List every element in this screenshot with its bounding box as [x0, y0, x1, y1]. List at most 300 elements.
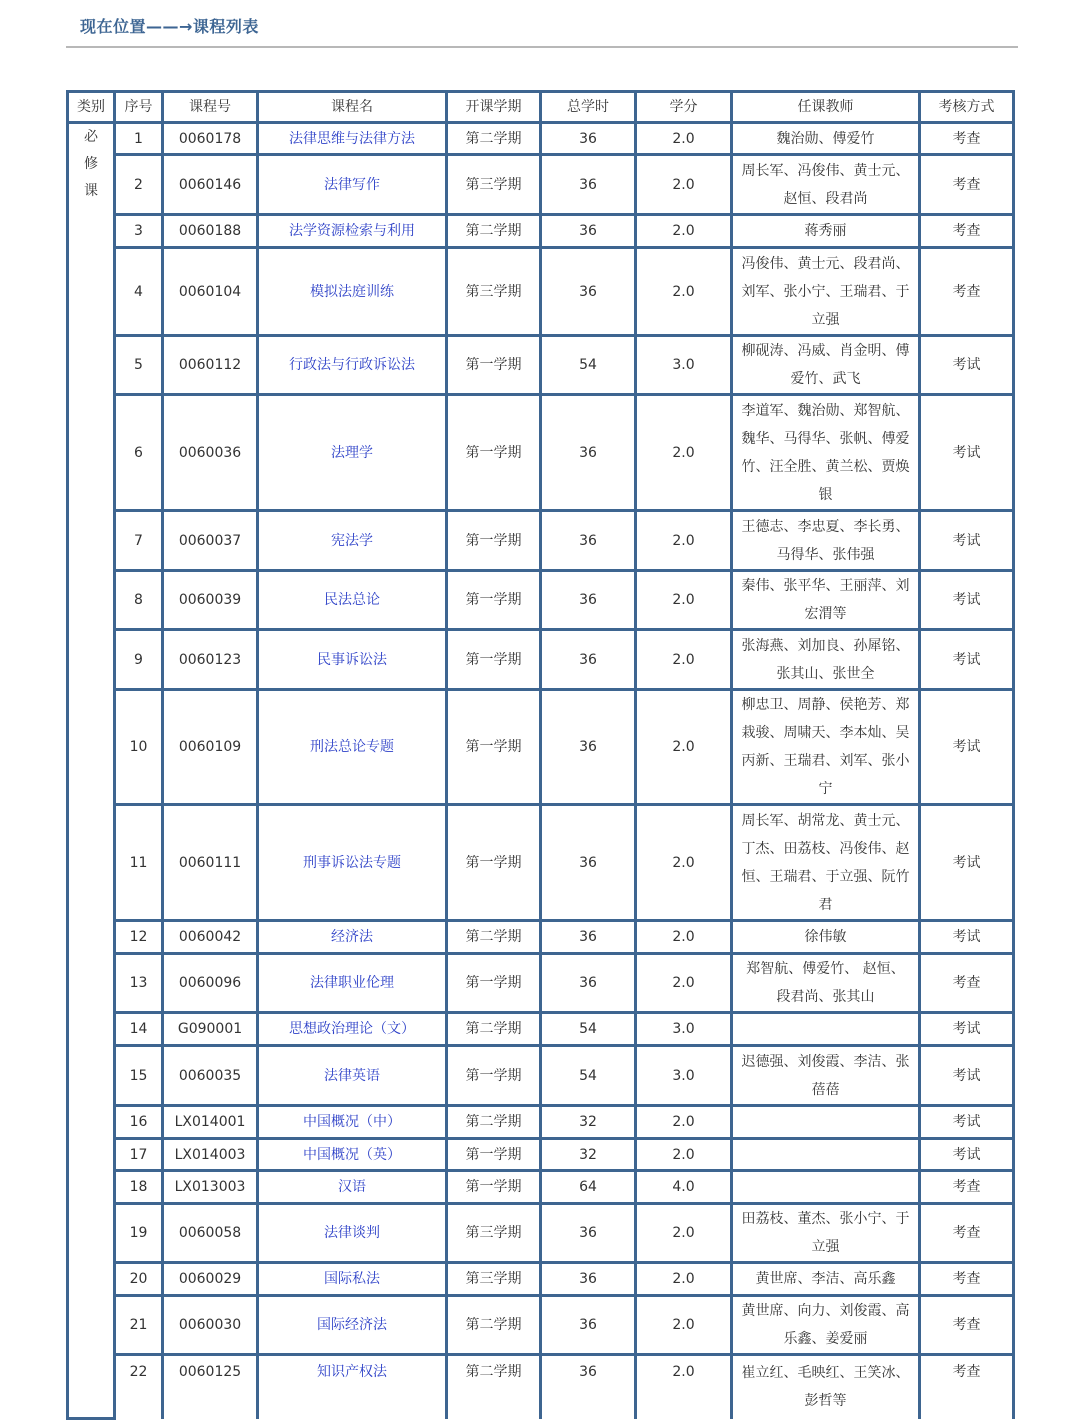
credits-cell: [636, 1355, 732, 1419]
course-name-link[interactable]: 汉语: [338, 1179, 366, 1195]
course-code: 0060109: [178, 739, 242, 755]
credits-cell: [636, 155, 732, 215]
course-name-link[interactable]: 中国概况（中）: [303, 1114, 401, 1130]
course-name-cell: [258, 1013, 447, 1046]
row-number-cell: [115, 921, 163, 954]
course-code-cell: [163, 155, 258, 215]
credits: 3.0: [672, 1021, 695, 1037]
assessment: 考试: [952, 1067, 981, 1084]
term: 第一学期: [465, 651, 522, 668]
teachers-cell: [732, 395, 920, 511]
course-table: [66, 90, 1015, 1420]
course-code: 0060096: [178, 975, 242, 991]
assessment-cell: [920, 1046, 1014, 1106]
credits: 2.0: [672, 854, 695, 871]
total-hours-cell: [541, 630, 636, 690]
total-hours: 36: [579, 444, 597, 461]
assessment-cell: [920, 1204, 1014, 1263]
row-number: 10: [129, 739, 148, 755]
total-hours-cell: [541, 395, 636, 511]
table-row: [68, 1263, 1014, 1296]
assessment: 考查: [952, 1364, 981, 1380]
course-code-cell: [163, 123, 258, 155]
total-hours-cell: [541, 921, 636, 954]
credits-cell: [636, 1296, 732, 1355]
row-number: 11: [129, 854, 148, 871]
total-hours: 36: [579, 975, 597, 991]
teachers-cell: [732, 1106, 920, 1139]
course-name-cell: [258, 248, 447, 336]
row-number: 13: [129, 975, 148, 991]
row-number-cell: [115, 1171, 163, 1204]
assessment-cell: [920, 248, 1014, 336]
total-hours: 36: [579, 532, 597, 549]
course-code-cell: [163, 1046, 258, 1106]
assessment: 考试: [952, 651, 981, 668]
credits-cell: [636, 511, 732, 571]
course-code: 0060125: [178, 1364, 242, 1380]
row-number-cell: [115, 805, 163, 921]
assessment: 考试: [952, 929, 981, 945]
total-hours: 54: [579, 1021, 597, 1037]
course-name-link[interactable]: 民法总论: [324, 592, 380, 608]
total-hours: 36: [579, 223, 597, 239]
table-row: [68, 1171, 1014, 1204]
course-name-link[interactable]: 中国概况（英）: [303, 1146, 401, 1163]
course-code: 0060058: [178, 1225, 242, 1241]
course-name-link[interactable]: 刑事诉讼法专题: [303, 854, 401, 871]
course-name-cell: [258, 571, 447, 630]
course-name-link[interactable]: 法律写作: [324, 176, 380, 193]
course-name-link[interactable]: 法律谈判: [324, 1225, 380, 1241]
teachers: 魏治勋、傅爱竹: [776, 130, 875, 147]
course-name-cell: [258, 954, 447, 1013]
course-code: 0060036: [178, 444, 242, 461]
assessment: 考试: [952, 1021, 981, 1037]
credits: 4.0: [672, 1179, 695, 1195]
teachers: 迟德强、刘俊霞、李洁、张蓓蓓: [741, 1053, 910, 1098]
table-row: [68, 123, 1014, 155]
teachers-cell: [732, 511, 920, 571]
table-row: [68, 155, 1014, 215]
teachers-cell: [732, 921, 920, 954]
teachers-cell: [732, 690, 920, 805]
credits: 2.0: [672, 975, 695, 991]
row-number: 9: [134, 651, 143, 668]
total-hours: 36: [579, 283, 597, 300]
assessment: 考试: [952, 357, 981, 373]
term-cell: [447, 921, 541, 954]
term-cell: [447, 155, 541, 215]
term-cell: [447, 215, 541, 248]
total-hours: 36: [579, 739, 597, 755]
term: 第二学期: [465, 1114, 522, 1130]
course-name-link[interactable]: 经济法: [331, 929, 373, 945]
row-number: 6: [134, 444, 143, 461]
term-cell: [447, 123, 541, 155]
term: 第一学期: [465, 532, 522, 549]
course-code-cell: [163, 215, 258, 248]
table-row: [68, 921, 1014, 954]
assessment-cell: [920, 921, 1014, 954]
credits: 2.0: [672, 739, 695, 755]
assessment: 考试: [952, 592, 981, 608]
total-hours: 54: [579, 357, 597, 373]
table-row: [68, 1204, 1014, 1263]
term: 第三学期: [465, 176, 522, 193]
teachers: 张海燕、刘加良、孙犀铭、张其山、张世全: [741, 637, 910, 682]
course-code-cell: [163, 1263, 258, 1296]
term-cell: [447, 1171, 541, 1204]
total-hours-cell: [541, 1204, 636, 1263]
teachers: 秦伟、张平华、王丽萍、刘宏渭等: [741, 578, 910, 622]
teachers-cell: [732, 215, 920, 248]
row-number-cell: [115, 954, 163, 1013]
assessment: 考试: [952, 444, 981, 461]
table-row: [68, 1139, 1014, 1171]
term-cell: [447, 1204, 541, 1263]
table-row: [68, 1013, 1014, 1046]
total-hours: 36: [579, 1317, 597, 1333]
assessment-cell: [920, 1263, 1014, 1296]
table-row: [68, 1355, 1014, 1419]
credits: 2.0: [672, 283, 695, 300]
row-number: 17: [129, 1146, 148, 1163]
term-cell: [447, 805, 541, 921]
course-code: 0060029: [178, 1271, 242, 1287]
total-hours: 36: [579, 854, 597, 871]
course-name-link[interactable]: 法理学: [331, 444, 373, 461]
course-name-link[interactable]: 国际私法: [324, 1271, 380, 1287]
course-code-cell: [163, 511, 258, 571]
row-number: 3: [134, 223, 143, 239]
course-name-link[interactable]: 模拟法庭训练: [310, 283, 394, 300]
course-name-cell: [258, 123, 447, 155]
course-name-cell: [258, 395, 447, 511]
teachers-cell: [732, 155, 920, 215]
credits: 2.0: [672, 1146, 695, 1163]
course-code: 0060037: [178, 532, 242, 549]
course-name-link[interactable]: 宪法学: [331, 532, 373, 549]
course-code-cell: [163, 1204, 258, 1263]
table-row: [68, 1106, 1014, 1139]
total-hours-cell: [541, 1263, 636, 1296]
credits: 2.0: [672, 1364, 695, 1380]
term-cell: [447, 690, 541, 805]
course-code: 0060178: [178, 130, 242, 147]
course-name-cell: [258, 511, 447, 571]
total-hours-cell: [541, 511, 636, 571]
course-name-link[interactable]: 行政法与行政诉讼法: [289, 357, 415, 373]
course-name-link[interactable]: 法律职业伦理: [310, 975, 394, 991]
course-code-cell: [163, 395, 258, 511]
course-code: 0060104: [178, 283, 242, 300]
table-row: [68, 248, 1014, 336]
assessment: 考查: [952, 975, 981, 991]
breadcrumb: 现在位置——→课程列表: [80, 17, 259, 36]
row-number: 22: [129, 1364, 148, 1380]
row-number: 16: [129, 1114, 148, 1130]
course-name-cell: [258, 215, 447, 248]
credits-cell: [636, 1013, 732, 1046]
assessment-cell: [920, 155, 1014, 215]
teachers-cell: [732, 1296, 920, 1355]
teachers-cell: [732, 248, 920, 336]
assessment: 考试: [952, 854, 981, 871]
course-code-cell: [163, 1355, 258, 1419]
assessment-cell: [920, 1355, 1014, 1419]
total-hours-cell: [541, 954, 636, 1013]
teachers-cell: [732, 1355, 920, 1419]
table-row: [68, 395, 1014, 511]
teachers-cell: [732, 1139, 920, 1171]
course-code: 0060123: [178, 651, 242, 668]
term-cell: [447, 1355, 541, 1419]
term: 第二学期: [465, 929, 522, 945]
teachers: 柳忠卫、周静、侯艳芳、郑栽骏、周啸天、李本灿、吴丙新、王瑞君、刘军、张小宁: [741, 697, 910, 797]
row-number: 2: [134, 176, 143, 193]
total-hours-cell: [541, 123, 636, 155]
row-number-cell: [115, 1013, 163, 1046]
term-cell: [447, 248, 541, 336]
course-code: 0060111: [178, 854, 242, 871]
table-row: [68, 1296, 1014, 1355]
row-number: 12: [129, 929, 148, 945]
row-number: 8: [134, 592, 143, 608]
table-row: [68, 690, 1014, 805]
credits: 2.0: [672, 1271, 695, 1287]
table-row: [68, 571, 1014, 630]
table-row: [68, 805, 1014, 921]
credits-cell: [636, 571, 732, 630]
course-name-cell: [258, 1204, 447, 1263]
term: 第一学期: [465, 1179, 522, 1195]
row-number-cell: [115, 1204, 163, 1263]
term-cell: [447, 336, 541, 395]
total-hours: 36: [579, 651, 597, 668]
course-code-cell: [163, 1106, 258, 1139]
assessment-cell: [920, 1106, 1014, 1139]
credits-cell: [636, 1263, 732, 1296]
term: 第一学期: [465, 357, 522, 373]
term: 第三学期: [465, 1271, 522, 1287]
table-row: [68, 215, 1014, 248]
total-hours-cell: [541, 248, 636, 336]
course-name-link[interactable]: 刑法总论专题: [310, 739, 394, 755]
row-number-cell: [115, 155, 163, 215]
term-cell: [447, 395, 541, 511]
term-cell: [447, 1139, 541, 1171]
total-hours: 36: [579, 1364, 597, 1380]
row-number: 15: [129, 1067, 148, 1084]
total-hours-cell: [541, 1046, 636, 1106]
course-name-link[interactable]: 国际经济法: [317, 1317, 387, 1333]
term-cell: [447, 1046, 541, 1106]
assessment-cell: [920, 805, 1014, 921]
course-code-cell: [163, 336, 258, 395]
course-code-cell: [163, 1139, 258, 1171]
term: 第一学期: [465, 592, 522, 608]
teachers: 柳砚涛、冯威、肖金明、傅爱竹、武飞: [741, 343, 910, 387]
category-char: 课: [84, 183, 98, 199]
course-code: 0060030: [178, 1317, 242, 1333]
header-credits: 学分: [636, 92, 732, 123]
assessment: 考试: [952, 1114, 981, 1130]
course-code-cell: [163, 1296, 258, 1355]
term-cell: [447, 511, 541, 571]
header-category: 类别: [68, 92, 115, 123]
credits: 2.0: [672, 1114, 695, 1130]
course-name-cell: [258, 1296, 447, 1355]
credits-cell: [636, 1046, 732, 1106]
credits: 2.0: [672, 130, 695, 147]
credits-cell: [636, 630, 732, 690]
course-code: 0060039: [178, 592, 242, 608]
term-cell: [447, 1263, 541, 1296]
row-number-cell: [115, 571, 163, 630]
total-hours-cell: [541, 1139, 636, 1171]
credits: 2.0: [672, 444, 695, 461]
credits-cell: [636, 395, 732, 511]
assessment-cell: [920, 1139, 1014, 1171]
total-hours: 36: [579, 176, 597, 193]
course-code-cell: [163, 690, 258, 805]
course-name-link[interactable]: 法学资源检索与利用: [289, 223, 415, 239]
row-number: 21: [129, 1317, 148, 1333]
credits-cell: [636, 1171, 732, 1204]
term: 第三学期: [465, 283, 522, 300]
teachers: 周长军、冯俊伟、黄士元、赵恒、段君尚: [741, 162, 910, 207]
assessment-cell: [920, 571, 1014, 630]
row-number-cell: [115, 1263, 163, 1296]
assessment-cell: [920, 690, 1014, 805]
assessment: 考查: [952, 1225, 981, 1241]
teachers: 田荔枝、董杰、张小宁、于立强: [741, 1211, 910, 1255]
assessment: 考查: [952, 130, 981, 147]
row-number: 18: [129, 1179, 148, 1195]
teachers: 郑智航、傅爱竹、 赵恒、段君尚、张其山: [746, 961, 905, 1005]
term: 第二学期: [465, 1364, 522, 1380]
course-name-link[interactable]: 思想政治理论（文）: [289, 1021, 415, 1037]
total-hours-cell: [541, 1355, 636, 1419]
teachers: 李道军、魏治勋、郑智航、魏华、马得华、张帆、傅爱竹、汪全胜、黄兰松、贾焕银: [741, 402, 910, 503]
table-header-row: [68, 92, 1014, 123]
course-name-link[interactable]: 法律思维与法律方法: [289, 130, 415, 147]
credits: 2.0: [672, 1317, 695, 1333]
course-code: 0060188: [178, 223, 242, 239]
course-code: LX014003: [174, 1146, 246, 1163]
teachers: 王德志、李忠夏、李长勇、马得华、张伟强: [741, 518, 910, 563]
course-name-link[interactable]: 知识产权法: [317, 1364, 387, 1380]
course-name-cell: [258, 1046, 447, 1106]
term-cell: [447, 1013, 541, 1046]
course-code: LX013003: [174, 1179, 246, 1195]
course-code: 0060042: [178, 929, 242, 945]
term-cell: [447, 954, 541, 1013]
course-code-cell: [163, 1013, 258, 1046]
assessment: 考试: [952, 532, 981, 549]
teachers: 冯俊伟、黄士元、段君尚、刘军、张小宁、王瑞君、于立强: [741, 255, 910, 328]
credits-cell: [636, 1106, 732, 1139]
assessment-cell: [920, 954, 1014, 1013]
teachers: 黄世席、李洁、高乐鑫: [755, 1271, 896, 1287]
term: 第一学期: [465, 975, 522, 991]
credits: 3.0: [672, 357, 695, 373]
total-hours-cell: [541, 1171, 636, 1204]
row-number: 7: [134, 532, 143, 549]
credits-cell: [636, 954, 732, 1013]
total-hours-cell: [541, 155, 636, 215]
total-hours: 36: [579, 592, 597, 608]
course-name-cell: [258, 155, 447, 215]
credits: 2.0: [672, 929, 695, 945]
row-number-cell: [115, 1139, 163, 1171]
teachers: 徐伟敏: [804, 929, 847, 945]
assessment: 考试: [952, 739, 981, 755]
total-hours: 36: [579, 1225, 597, 1241]
row-number-cell: [115, 395, 163, 511]
category-char: 必: [84, 129, 98, 145]
assessment-cell: [920, 336, 1014, 395]
course-name-cell: [258, 1355, 447, 1419]
course-name-link[interactable]: 法律英语: [324, 1067, 380, 1084]
assessment-cell: [920, 630, 1014, 690]
teachers: 崔立红、毛映红、王笑冰、彭哲等: [741, 1365, 910, 1410]
assessment-cell: [920, 511, 1014, 571]
total-hours: 64: [579, 1179, 597, 1195]
teachers-cell: [732, 954, 920, 1013]
assessment: 考查: [952, 1179, 981, 1195]
assessment-cell: [920, 1171, 1014, 1204]
row-number-cell: [115, 1046, 163, 1106]
row-number-cell: [115, 336, 163, 395]
row-number: 5: [134, 357, 143, 373]
credits: 2.0: [672, 592, 695, 608]
credits: 2.0: [672, 176, 695, 193]
assessment: 考查: [952, 1271, 981, 1287]
credits-cell: [636, 1139, 732, 1171]
header-total-hours: 总学时: [541, 92, 636, 123]
course-code-cell: [163, 921, 258, 954]
total-hours-cell: [541, 1296, 636, 1355]
header-assessment: 考核方式: [920, 92, 1014, 123]
total-hours-cell: [541, 805, 636, 921]
teachers: 黄世席、向力、刘俊霞、高乐鑫、姜爱丽: [741, 1303, 910, 1347]
course-name-cell: [258, 1106, 447, 1139]
term: 第一学期: [465, 1067, 522, 1084]
total-hours-cell: [541, 690, 636, 805]
table-row: [68, 336, 1014, 395]
term-cell: [447, 571, 541, 630]
total-hours-cell: [541, 336, 636, 395]
course-name-cell: [258, 630, 447, 690]
credits: 3.0: [672, 1067, 695, 1084]
teachers: 蒋秀丽: [804, 223, 847, 239]
teachers-cell: [732, 1046, 920, 1106]
term-cell: [447, 1296, 541, 1355]
assessment: 考查: [952, 223, 981, 239]
row-number-cell: [115, 1355, 163, 1419]
total-hours: 32: [579, 1114, 597, 1130]
category-char: 修: [84, 156, 98, 172]
term: 第二学期: [465, 1317, 522, 1333]
credits-cell: [636, 921, 732, 954]
course-name-link[interactable]: 民事诉讼法: [317, 651, 387, 668]
course-code-cell: [163, 571, 258, 630]
term: 第二学期: [465, 1021, 522, 1037]
course-code-cell: [163, 1171, 258, 1204]
credits-cell: [636, 248, 732, 336]
